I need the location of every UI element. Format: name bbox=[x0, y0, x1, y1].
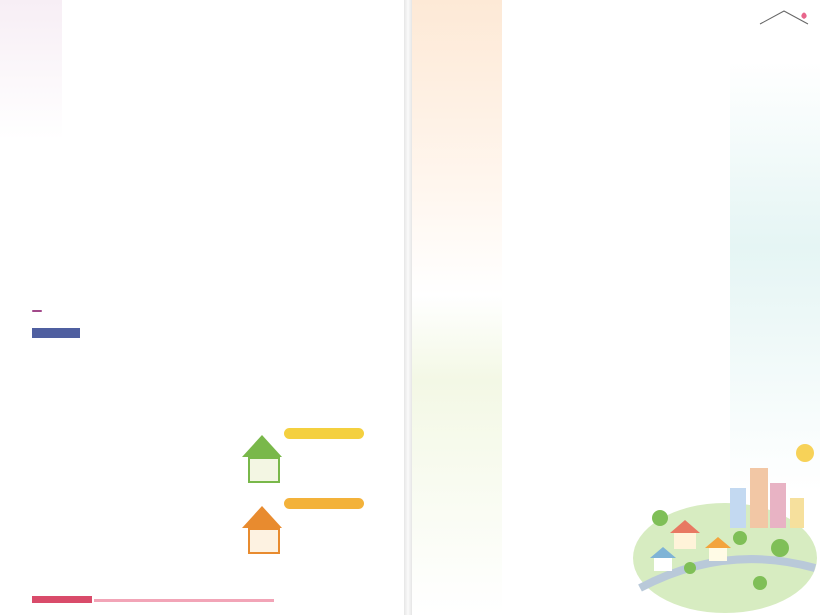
town-illustration-icon bbox=[630, 438, 820, 615]
s4-text bbox=[508, 334, 620, 446]
s5b-text bbox=[624, 356, 800, 426]
body-text-3 bbox=[209, 60, 385, 104]
house-logo-icon bbox=[756, 8, 812, 44]
s3-text bbox=[508, 110, 620, 250]
brand-logo bbox=[756, 8, 812, 44]
callout-high-cost bbox=[284, 498, 364, 509]
table-title bbox=[32, 310, 42, 312]
table-body bbox=[32, 344, 272, 594]
color-band bbox=[0, 0, 62, 140]
house-roof-orange bbox=[242, 506, 282, 528]
house-body-green bbox=[248, 457, 280, 483]
col3-text bbox=[624, 52, 790, 128]
s3-text-b bbox=[508, 250, 620, 308]
page-gutter bbox=[404, 0, 412, 615]
house-roof-green bbox=[242, 435, 282, 457]
s4-text-b bbox=[508, 446, 620, 526]
town-illustration bbox=[630, 438, 820, 615]
s4-text-c bbox=[508, 526, 620, 606]
body-text-4 bbox=[209, 104, 385, 304]
left-page bbox=[0, 0, 404, 615]
table-foot-bar bbox=[94, 599, 274, 602]
table-header-label bbox=[32, 328, 80, 338]
color-band-left bbox=[412, 0, 502, 615]
lifespan-table bbox=[32, 310, 386, 610]
table-foot-label bbox=[32, 596, 92, 603]
callout-low-cost bbox=[284, 428, 364, 439]
house-body-orange bbox=[248, 528, 280, 554]
s5a-text bbox=[624, 180, 736, 302]
right-page bbox=[412, 0, 820, 615]
body-text-1 bbox=[86, 114, 201, 254]
